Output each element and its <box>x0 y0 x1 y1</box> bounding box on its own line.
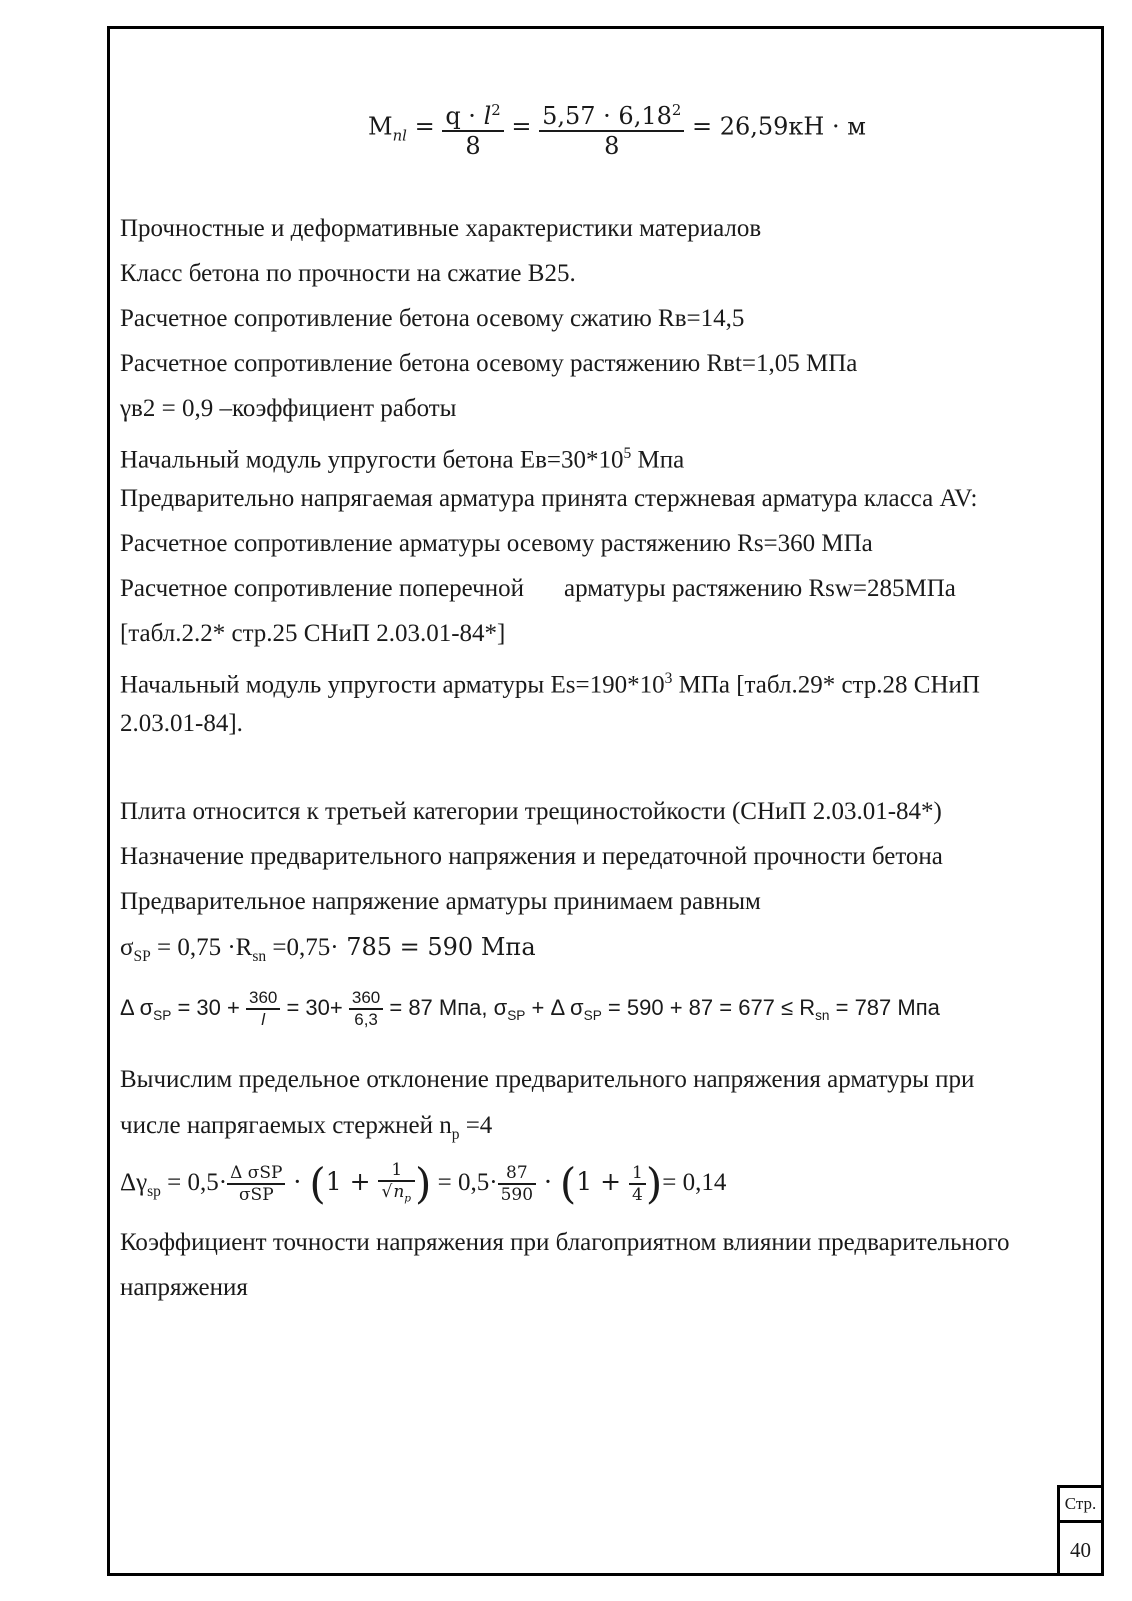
text-line: Расчетное сопротивление бетона осевому сжатию Rв=14,5 <box>120 305 745 332</box>
text-line: γв2 = 0,9 –коэффициент работы <box>120 395 457 422</box>
fraction-den: 590 <box>498 1183 536 1205</box>
text-line <box>120 439 684 475</box>
text-segment: арматуры растяжению Rsw=285МПа <box>563 575 956 602</box>
superscript: 5 <box>623 445 632 462</box>
text-line: Вычислим предельное отклонение предварительного напряжения арматуры при <box>120 1066 975 1093</box>
fraction-den: l <box>246 1008 280 1030</box>
text-segment: Δγ <box>120 1169 148 1196</box>
text-line <box>120 1111 492 1150</box>
paren-open: ( <box>559 1159 577 1209</box>
text-segment: Δ σ <box>120 994 154 1020</box>
fraction-den: σSP <box>227 1183 285 1205</box>
subscript: sn <box>815 1008 830 1024</box>
text-segment: Начальный модуль упругости арматуры Es=190*10 <box>120 671 665 699</box>
text-segment: числе напрягаемых стержней n <box>120 1112 452 1139</box>
fraction-den: 6,3 <box>349 1008 383 1030</box>
formula-lhs-sub: nl <box>392 126 407 145</box>
text-line: Предварительно напрягаемая арматура принята стержневая арматура класса AV: <box>120 485 978 512</box>
text-line: [табл.2.2* стр.25 СНиП 2.03.01-84*] <box>120 620 506 647</box>
fraction-num: 360 <box>351 988 381 1007</box>
equals-sign: = <box>511 112 532 141</box>
text-line: Назначение предварительного напряжения и передаточной прочности бетона <box>120 843 943 870</box>
subscript: sp <box>147 1183 161 1200</box>
fraction-den: 8 <box>442 130 503 160</box>
fraction-1-4 <box>629 1163 646 1205</box>
text-line <box>120 664 980 700</box>
page-label: Стр. <box>1060 1488 1101 1523</box>
fraction-q-l2 <box>442 96 503 160</box>
fraction-360-6-3 <box>349 988 383 1030</box>
text-segment: = 30 + <box>171 994 246 1020</box>
text-line: Предварительное напряжение арматуры принимаем равным <box>120 888 761 915</box>
text-segment: = 0,5· <box>431 1169 498 1196</box>
fraction-num-sup: 2 <box>491 101 501 119</box>
fraction-360-l <box>246 988 280 1030</box>
fraction-den-n: n <box>393 1182 405 1203</box>
page-number-stamp <box>1057 1485 1104 1576</box>
text-segment: 1 + <box>325 1167 379 1196</box>
text-segment: · <box>536 1167 560 1196</box>
fraction-num-l: l <box>483 102 492 130</box>
formula-result: = 26,59кН · м <box>691 112 866 141</box>
text-line <box>120 574 956 604</box>
subscript: p <box>451 1126 460 1143</box>
fraction-den: 8 <box>539 130 684 160</box>
text-segment: =4 <box>459 1112 493 1139</box>
text-line: 2.03.01-84]. <box>120 710 243 737</box>
text-line: Коэффициент точности напряжения при благоприятном влиянии предварительного <box>120 1229 1010 1256</box>
text-line: напряжения <box>120 1274 248 1301</box>
formula-m-nl <box>368 96 866 160</box>
text-line: Расчетное сопротивление арматуры осевому растяжению Rs=360 МПа <box>120 530 873 557</box>
text-segment: + Δ σ <box>525 994 584 1020</box>
fraction-1-sqrt-np <box>378 1160 415 1208</box>
paren-open: ( <box>309 1159 326 1209</box>
text-segment: Начальный модуль упругости бетона Ев=30*10 <box>120 446 624 474</box>
delta-gamma-line <box>120 1158 726 1216</box>
paren-close: ) <box>415 1159 432 1209</box>
fraction-num: 1 <box>632 1163 643 1184</box>
text-line: Прочностные и деформативные характеристики материалов <box>120 215 762 242</box>
superscript: 3 <box>664 670 673 687</box>
subscript: p <box>404 1192 412 1205</box>
text-segment: · <box>285 1167 310 1196</box>
fraction-87-590 <box>498 1163 536 1205</box>
text-segment: = 87 Мпа, σ <box>383 994 508 1020</box>
paren-close: ) <box>645 1159 663 1209</box>
text-segment: 785 = 590 Мпа <box>338 933 536 961</box>
text-segment: Мпа <box>631 446 685 474</box>
formula-lhs: M <box>368 112 393 141</box>
fraction-num-sup: 2 <box>671 101 682 119</box>
text-segment: 1 + <box>576 1167 630 1196</box>
text-line: Класс бетона по прочности на сжатие В25. <box>120 260 576 287</box>
fraction-den: 4 <box>629 1183 646 1205</box>
fraction-num: 1 <box>391 1160 403 1181</box>
sigma-sp-line <box>120 932 536 972</box>
fraction-num: Δ σSP <box>230 1163 283 1184</box>
fraction-num: 5,57 · 6,18 <box>542 102 672 130</box>
text-segment: = 30+ <box>280 994 349 1020</box>
fraction-num: 360 <box>248 988 278 1007</box>
text-segment: МПа [табл.29* стр.28 СНиП <box>672 671 980 699</box>
text-segment: Расчетное сопротивление поперечной <box>120 575 524 602</box>
text-line: Расчетное сопротивление бетона осевому растяжению Rвt=1,05 МПа <box>120 350 858 377</box>
fraction-values <box>539 96 684 160</box>
fraction-num: q · <box>445 102 484 130</box>
subscript: SP <box>583 1008 602 1024</box>
equals-sign: = <box>414 112 435 141</box>
text-segment: =0,75· <box>266 934 339 961</box>
delta-sigma-line <box>120 988 940 1030</box>
subscript: SP <box>153 1008 172 1024</box>
text-segment: = 590 + 87 = 677 ≤ R <box>601 994 816 1020</box>
fraction-num: 87 <box>506 1163 528 1184</box>
subscript: SP <box>507 1008 526 1024</box>
text-segment: = 0,75 ·R <box>150 934 253 961</box>
subscript: SP <box>133 948 151 965</box>
sqrt: $√n_p$ <box>381 1182 412 1205</box>
text-segment: = 0,5· <box>160 1169 228 1196</box>
page-number: 40 <box>1070 1538 1091 1562</box>
text-segment: = 0,14 <box>662 1169 727 1196</box>
subscript: sn <box>252 948 267 965</box>
text-segment: = 787 Мпа <box>829 994 940 1020</box>
text-line: Плита относится к третьей категории трещиностойкости (СНиП 2.03.01-84*) <box>120 798 942 825</box>
text-segment: σ <box>120 934 134 961</box>
fraction-delta-sigma <box>227 1163 285 1205</box>
